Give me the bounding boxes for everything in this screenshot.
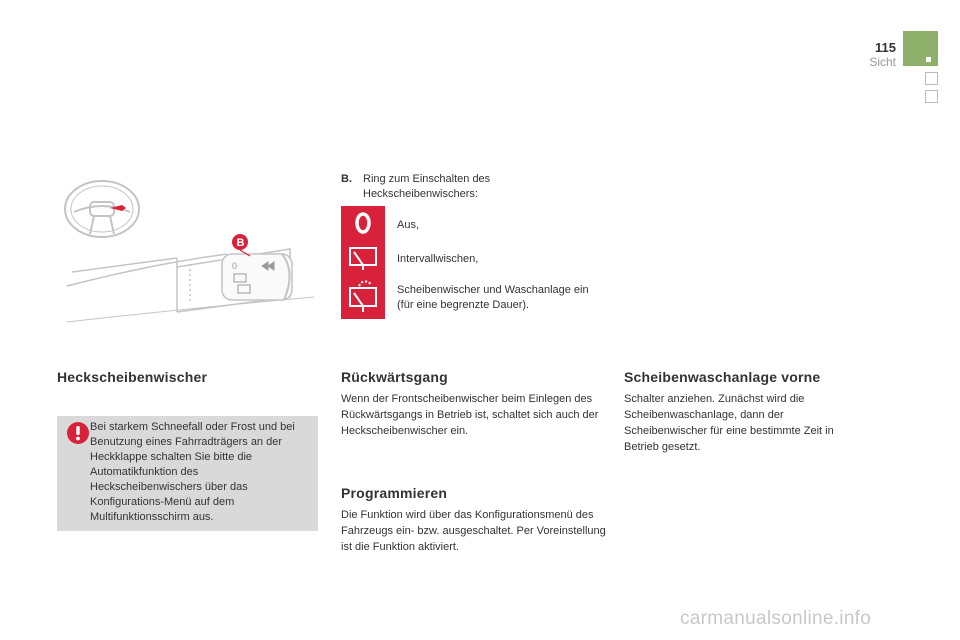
tab-marker-icon <box>926 57 931 62</box>
warning-icon <box>66 421 90 445</box>
option-wash-label: Scheibenwischer und Waschanlage ein (für eine begrenzte Dauer). <box>397 284 589 311</box>
wiper-stalk-icon <box>67 249 314 322</box>
section-name: Sicht <box>869 55 896 69</box>
heading-programmieren: Programmieren <box>341 485 448 501</box>
paragraph-rueckwaertsgang: Wenn der Frontscheibenwischer beim Einlegen des Rückwärtsgangs in Betrieb ist, schaltet sich auch der Heckscheibenwischer ein. <box>341 393 599 437</box>
watermark: carmanualsonline.info <box>680 608 872 629</box>
item-letter: B. <box>341 173 352 185</box>
wiper-position-icons <box>341 206 385 319</box>
paragraph-programmieren: Die Funktion wird über das Konfigurationsmenü des Fahrzeugs ein- bzw. ausgeschaltet. Per Voreinstellung ist die Funktion aktiviert. <box>341 509 606 553</box>
steering-wheel-icon <box>65 181 139 237</box>
warning-box <box>57 416 318 531</box>
chapter-tab[interactable] <box>925 72 938 85</box>
page-number: 115 <box>875 40 896 55</box>
item-description: Ring zum Einschalten des Heckscheibenwischers: <box>363 173 491 200</box>
heading-rueckwaertsgang: Rückwärtsgang <box>341 369 448 385</box>
zero-position-icon <box>357 214 369 232</box>
chapter-tab[interactable] <box>925 90 938 103</box>
wiper-stalk-illustration <box>52 172 314 332</box>
option-off-label: Aus, <box>397 219 420 231</box>
heading-scheibenwaschanlage: Scheibenwaschanlage vorne <box>624 369 821 385</box>
chapter-tab-active[interactable] <box>903 31 938 66</box>
warning-text: Bei starkem Schneefall oder Frost und bei Benutzung eines Fahrradträgers an der Heckklappe schalten Sie bitte die Automatikfunktion des Heckscheibenwischers über das Konfigurations-Menü auf dem Multifunktionsschirm aus. <box>90 421 295 523</box>
intermittent-wipe-icon <box>350 248 376 270</box>
wipe-and-wash-icon <box>350 281 376 312</box>
paragraph-scheibenwaschanlage: Schalter anziehen. Zunächst wird die Scheibenwaschanlage, dann der Scheibenwischer für eine bestimmte Zeit in Betrieb gesetzt. <box>624 393 834 453</box>
stalk-label: 0 <box>232 261 238 271</box>
heading-heckscheibenwischer: Heckscheibenwischer <box>57 369 208 385</box>
option-intermittent-label: Intervallwischen, <box>397 253 479 265</box>
callout-b-letter: B <box>236 237 245 249</box>
